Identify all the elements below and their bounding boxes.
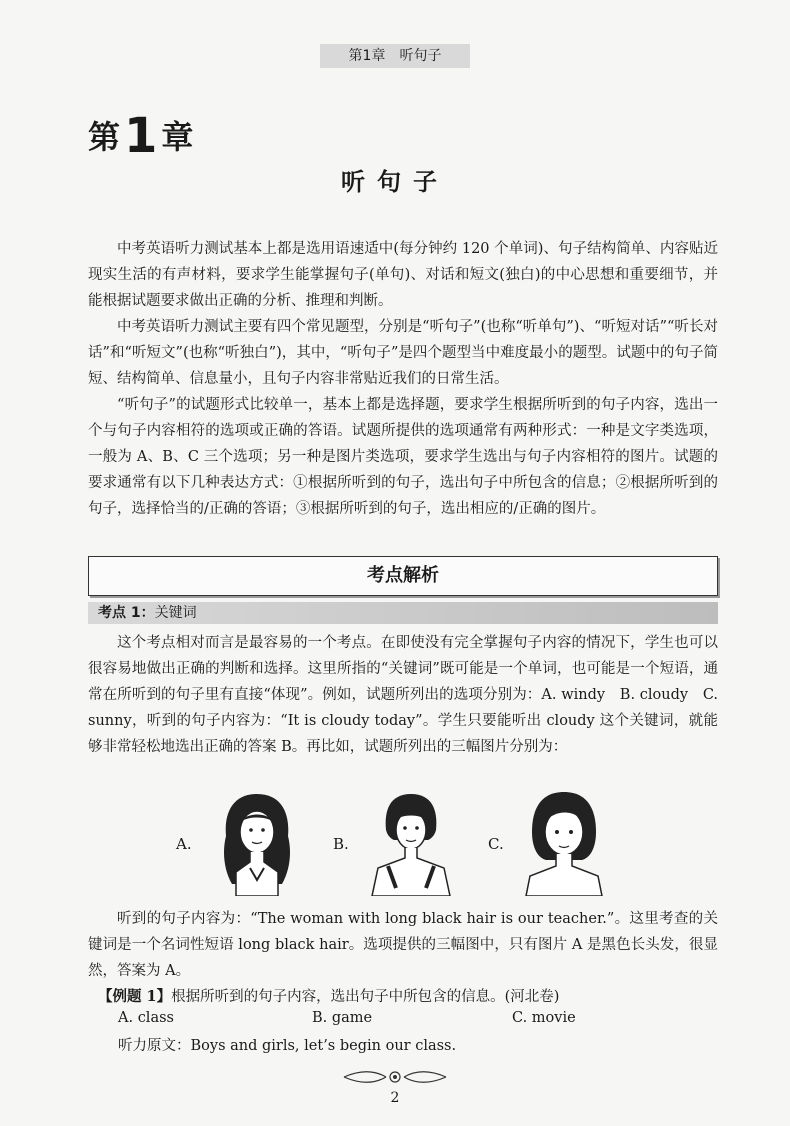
example-text: 根据所听到的句子内容，选出句子中所包含的信息。(河北卷) (171, 989, 560, 1005)
chapter-prefix: 第 (88, 118, 121, 156)
choice-c: C. movie (512, 1010, 576, 1026)
choice-a: A. class (118, 1010, 174, 1026)
woman-bob-hair-picture (518, 786, 610, 896)
choice-b: B. game (312, 1010, 373, 1026)
intro-paragraph-2: 中考英语听力测试主要有四个常见题型，分别是“听句子”(也称“听单句”)、“听短对话”“听长对话”和“听短文”(也称“听独白”)，其中，“听句子”是四个题型当中难度最小的题型。试题中的句子简短、结构简单、信息量小，且句子内容非常贴近我们的日常生活。 (88, 319, 718, 387)
option-a-label: A. (176, 835, 192, 853)
chapter-number: 1 (124, 108, 158, 164)
kaodian-paragraph: 这个考点相对而言是最容易的一个考点。在即使没有完全掌握句子内容的情况下，学生也可以很容易地做出正确的判断和选择。这里所指的“关键词”既可能是一个单词，也可能是一个短语，通常在所听到的句子里有直接“体现”。例如，试题所列出的选项分别为：A. windy B. cloudy C. sunny，听到的句子内容为：“It is cloudy today”。学生只要能听出 cloudy 这个关键词，就能够非常轻松地选出正确的答案 B。再比如，试题所列出的三幅图片分别为： (88, 635, 718, 755)
kaodian-heading (88, 602, 718, 624)
chapter-heading (88, 108, 193, 164)
kaodian-name: 关键词 (154, 605, 197, 621)
example-label: 【例题 1】 (98, 988, 172, 1005)
after-pictures-paragraph: 听到的句子内容为：“The woman with long black hair is our teacher.”。这里考查的关键词是一个名词性短语 long black hair。选项提供的三幅图中，只有图片 A 是黑色长头发，很显然，答案为 A。 (88, 911, 718, 979)
page-title: 听句子 (341, 167, 449, 196)
intro-paragraph-1: 中考英语听力测试基本上都是选用语速适中(每分钟约 120 个单词)、句子结构简单、内容贴近现实生活的有声材料，要求学生能掌握句子(单句)、对话和短文(独白)的中心思想和重要细节，并能根据试题要求做出正确的分析、推理和判断。 (88, 241, 718, 309)
option-b-label: B. (333, 835, 349, 853)
running-head: 第1章 听句子 (320, 44, 470, 68)
intro-paragraph-3: “听句子”的试题形式比较单一，基本上都是选择题，要求学生根据所听到的句子内容，选出一个与句子内容相符的选项或正确的答语。试题所提供的选项通常有两种形式：一种是文字类选项，一般为 A、B、C 三个选项；另一种是图片类选项，要求学生选出与句子内容相符的图片。试题的要求通常有以下几种表达方式：①根据所听到的句子，选出句子中所包含的信息；②根据所听到的句子，选择恰当的/正确的答语；③根据所听到的句子，选出相应的/正确的图片。 (88, 397, 718, 517)
chapter-suffix: 章 (161, 118, 194, 156)
ornament-divider-icon (340, 1068, 450, 1086)
woman-long-hair-picture (212, 788, 302, 896)
woman-short-hair-picture (366, 788, 456, 896)
section-heading: 考点解析 (88, 556, 718, 596)
kaodian-label: 考点 1： (98, 605, 155, 621)
page-number: 2 (390, 1090, 400, 1106)
option-c-label: C. (488, 835, 504, 853)
listening-transcript: 听力原文：Boys and girls, let’s begin our class. (118, 1038, 457, 1054)
example-question (98, 985, 559, 1006)
